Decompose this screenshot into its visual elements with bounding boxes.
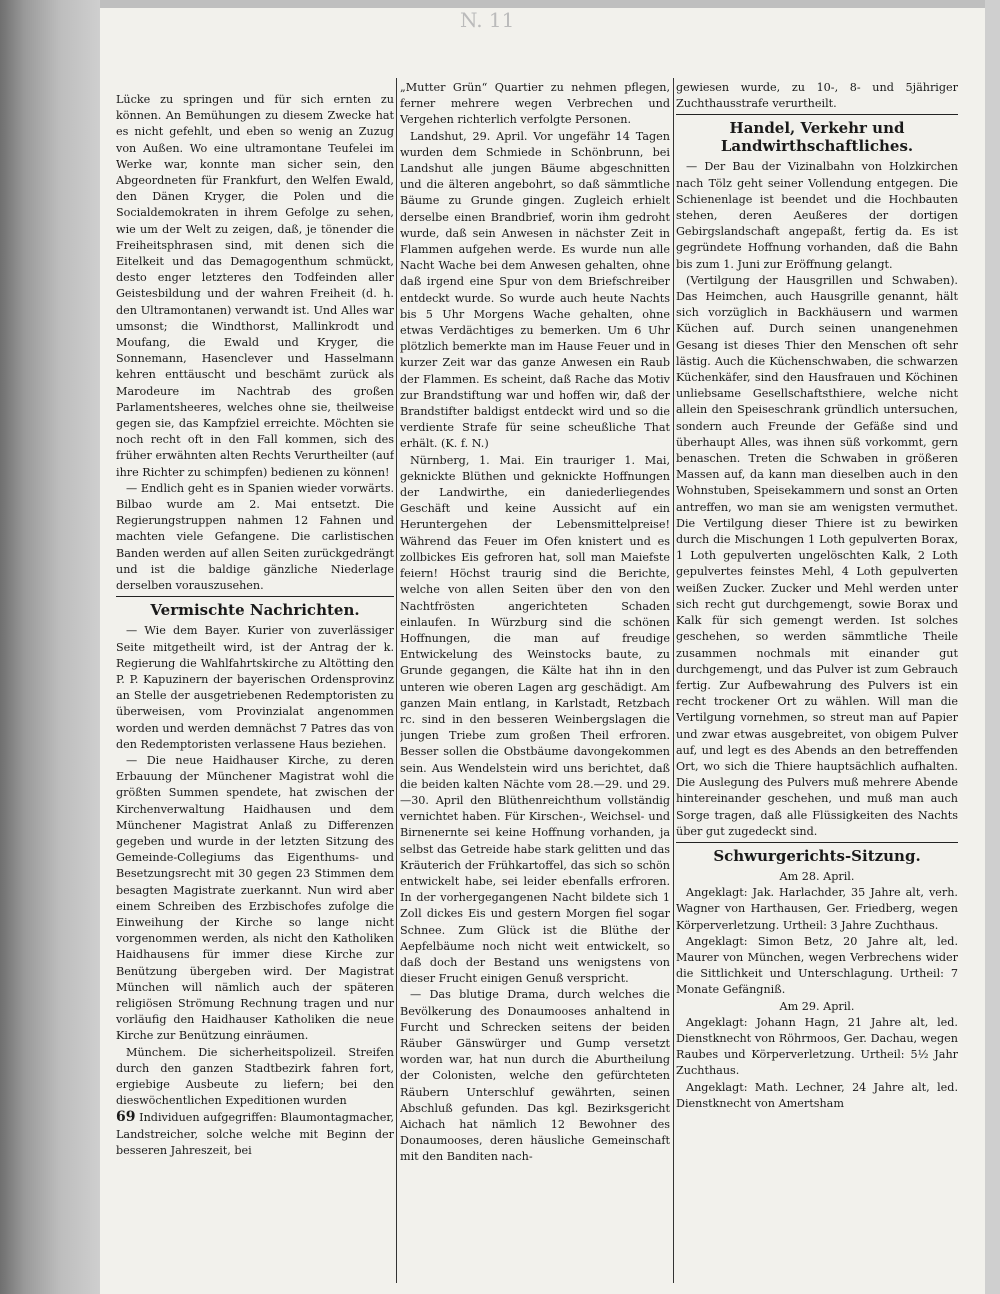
article-paragraph: „Mutter Grün“ Quartier zu nehmen pflegen, ferner mehrere wegen Verbrechen und Vergehen richterlich verfolgte Personen. — [400, 81, 670, 127]
article-paragraph: gewiesen wurde, zu 10-, 8- und 5jähriger Zuchthausstrafe verurtheilt. — [676, 81, 958, 111]
column-rule — [673, 78, 674, 1283]
section-rule — [676, 114, 958, 115]
article-paragraph: Lücke zu springen und für sich ernten zu können. An Bemühungen zu diesem Zwecke hat es nicht gefehlt, und eben so wenig an Zuzug von Außen. Wo eine ultramontane Teufelei im Werke war, konnte man sicher sein, den Abgeordneten für Frankfurt, den Welfen Ewald, den Dänen Kryger, die Polen und die Socialdemokraten in ihrem Gefolge zu sehen, wie um der Welt zu zeigen, daß, je tönender die Freiheitsphrasen sind, mit denen sich die Eitelkeit und das Demagogenthum schmückt, desto enger letzteres den Todfeinden aller Geistesbildung und der wahren Freiheit (d. h. den Ultramontanen) verwandt ist. Und Alles war umsonst; die Windthorst, Mallinkrodt und Moufang, die Ewald und Kryger, die Sonnemann, Hasenclever und Hasselmann kehren enttäuscht und beschämt zurück als Marodeure im Nachtrab des großen Parlamentsheeres, welches ohne sie, theilweise gegen sie, das Kampfziel erreichte. Möchten sie noch recht oft in den Fall kommen, sich des früher erwähnten alten Rechts Verurtheilter (auf ihre Richter zu schimpfen) bedienen zu können! — [116, 93, 394, 479]
court-case: Angeklagt: Simon Betz, 20 Jahre alt, led. Maurer von München, wegen Verbrechens wider die Sittlichkeit und Unterschlagung. Urtheil: 7 Monate Gefängniß. — [676, 934, 958, 997]
article-paragraph-end — [116, 1109, 394, 1159]
article-paragraph: — Endlich geht es in Spanien wieder vorwärts. Bilbao wurde am 2. Mai entsetzt. Die Regierungstruppen nahmen 12 Fahnen und machten viele Gefangene. Die carlistischen Banden werden auf allen Seiten zurückgedrängt und ist die baldige gänzliche Niederlage derselben vorauszusehen. — [116, 481, 394, 593]
section-rule — [116, 596, 394, 597]
article-paragraph: Münchem. Die sicherheitspolizeil. Streifen durch den ganzen Stadtbezirk fahren fort, ergiebige Ausbeute zu liefern; bei den dieswöchentlichen Expeditionen wurden — [116, 1045, 394, 1108]
section-heading: Schwurgerichts-Sitzung. — [713, 846, 921, 865]
session-date: Am 29. April. — [779, 999, 855, 1013]
column-rule — [396, 78, 397, 1283]
court-case: Angeklagt: Math. Lechner, 24 Jahre alt, led. Dienstknecht von Amertsham — [676, 1080, 958, 1110]
page-edge — [985, 0, 1000, 1294]
column-left — [116, 92, 394, 1292]
article-paragraph: — Wie dem Bayer. Kurier von zuverlässiger Seite mitgetheilt wird, ist der Antrag der k. Regierung die Wahlfahrtskirche zu Altötting den P. P. Kapuzinern der bayerischen Ordensprovinz an Stelle der ausgetriebenen Redemptoristen zu überweisen, vom Provinzialat angenommen worden und werden demnächst 7 Patres das von den Redemptoristen verlassene Haus beziehen. — [116, 624, 394, 751]
article-paragraph: — Das blutige Drama, durch welches die Bevölkerung des Donaumooses anhaltend in Furcht und Schrecken seitens der beiden Räuber Gänswürger und Gump versetzt worden war, hat nun durch die Aburtheilung der Colonisten, welche den gefürchteten Räubern Unterschluf gewährten, seinen Abschluß gefunden. Das kgl. Bezirksgericht Aichach hat nämlich 12 Bewohner des Donaumooses, deren häusliche Gemeinschaft mit den Banditen nach- — [400, 988, 670, 1164]
column-right — [676, 80, 958, 1280]
court-case: Angeklagt: Jak. Harlachder, 35 Jahre alt, verh. Wagner von Harthausen, Ger. Friedberg, wegen Körperverletzung. Urtheil: 3 Jahre Zuchthaus. — [676, 886, 958, 932]
session-date: Am 28. April. — [779, 869, 855, 883]
court-case: Angeklagt: Johann Hagn, 21 Jahre alt, led. Dienstknecht von Röhrmoos, Ger. Dachau, wegen Raubes und Körperverletzung. Urtheil: 5½ Jahr Zuchthaus. — [676, 1015, 958, 1078]
article-text: Individuen aufgegriffen: Blaumontagmacher, Landstreicher, solche welche mit Beginn der besseren Jahreszeit, bei — [116, 1111, 394, 1157]
section-rule — [676, 842, 958, 843]
folio-number: 69 — [116, 1109, 136, 1126]
section-heading: Handel, Verkehr und Landwirthschaftliches. — [720, 119, 914, 156]
section-heading: Vermischte Nachrichten. — [150, 601, 360, 620]
column-middle — [400, 80, 670, 1280]
article-paragraph: (Vertilgung der Hausgrillen und Schwaben). Das Heimchen, auch Hausgrille genannt, hält sich vorzüglich in Backhäusern und warmen Küchen auf. Durch seinen unangenehmen Gesang ist dieses Thier den Menschen oft sehr lästig. Auch die Küchenschwaben, die schwarzen Küchenkäfer, sind den Hausfrauen und Köchinen unliebsame Gesellschaftsthiere, welche nicht allein den Speiseschrank gründlich untersuchen, sondern auch Freunde der Gefäße sind und überhaupt Alles, was ihnen süß vorkommt, gern benaschen. Treten die Schwaben in größeren Massen auf, da kann man dieselben auch in den Wohnstuben, Speisekammern und sonst an Orten antreffen, wo man sie am wenigsten vermuthet. Die Vertilgung dieser Thiere ist zu bewirken durch die Mischungen 1 Loth gepulverten Borax, 1 Loth gepulverten ungelöschten Kalk, 2 Loth gepulvertes feinstes Mehl, 4 Loth gepulverten weißen Zucker. Zucker und Mehl werden unter sich recht gut durchgemengt, sowie Borax und Kalk für sich gemengt werden. Ist solches geschehen, so werden sämmtliche Theile zusammen nochmals mit einander gut durchgemengt, und das Pulver ist zum Gebrauch fertig. Zur Aufbewahrung des Pulvers ist ein recht trockener Ort zu wählen. Will man die Vertilgung vornehmen, so streut man auf Papier und zwar etwas ausgebreitet, von obigem Pulver auf, und legt es des Abends an den betreffenden Ort, wo sich die Thiere hauptsächlich aufhalten. Die Auslegung des Pulvers muß mehrere Abende hintereinander geschehen, und muß man auch Sorge tragen, daß alle Flüssigkeiten des Nachts über gut zugedeckt sind. — [676, 273, 958, 838]
article-paragraph: Landshut, 29. April. Vor ungefähr 14 Tagen wurden dem Schmiede in Schönbrunn, bei Landshut alle jungen Bäume abgeschnitten und die älteren angebohrt, so daß sämmtliche Bäume zu Grunde gingen. Zugleich erhielt derselbe einen Brandbrief, worin ihm gedroht wurde, daß sein Anwesen in nächster Zeit in Flammen aufgehen werde. Es wurde nun alle Nacht Wache bei dem Anwesen gehalten, ohne daß irgend eine Spur von dem Briefschreiber entdeckt wurde. So wurde auch heute Nachts bis 5 Uhr Morgens Wache gehalten, ohne etwas Verdächtiges zu bemerken. Um 6 Uhr plötzlich bemerkte man im Hause Feuer und in kurzer Zeit war das ganze Anwesen ein Raub der Flammen. Es scheint, daß Rache das Motiv zur Brandstiftung war und hoffen wir, daß der Brandstifter baldigst entdeckt wird und so die verdiente Strafe für seine scheußliche That erhält. (K. f. N.) — [400, 129, 670, 451]
article-paragraph: Nürnberg, 1. Mai. Ein trauriger 1. Mai, geknickte Blüthen und geknickte Hoffnungen der Landwirthe, ein daniederliegendes Geschäft und keine Aussicht auf ein Heruntergehen der Lebensmittelpreise! Während das Feuer im Ofen knistert und es zollbickes Eis gefroren hat, soll man Maiefste feiern! Höchst traurig sind die Berichte, welche von allen Seiten über den von den Nachtfrösten angerichteten Schaden einlaufen. In Würzburg sind die schönen Hoffnungen, die man auf freudige Entwickelung des Weinstocks baute, zu Grunde gegangen, die Kälte hat ihn in den unteren wie oberen Lagen arg geschädigt. Am ganzen Main entlang, in Karlstadt, Retzbach rc. sind in den besseren Weinbergslagen die jungen Triebe zum großen Theil erfroren. Besser sollen die Obstbäume davongekommen sein. Aus Wendelstein wird uns berichtet, daß die beiden kalten Nächte vom 28.—29. und 29.—30. April den Blüthenreichthum vollständig vernichtet haben. Für Kirschen-, Weichsel- und Birnenernte sei keine Hoffnung vorhanden, ja selbst das Getreide habe stark gelitten und das Kräuterich der Frühkartoffel, das sich so schön entwickelt habe, sei leider ebenfalls erfroren. In der vorhergegangenen Nacht bildete sich 1 Zoll dickes Eis und gestern Morgen fiel sogar Schnee. Zum Glück ist die Blüthe der Aepfelbäume noch nicht weit entwickelt, so daß doch der Bestand uns wenigstens von dieser Frucht einigen Genuß verspricht. — [400, 453, 670, 986]
header-fragment: N. 11 — [460, 8, 515, 32]
article-paragraph: — Die neue Haidhauser Kirche, zu deren Erbauung der Münchener Magistrat wohl die größten Summen spendete, hat zwischen der Kirchenverwaltung Haidhausen und dem Münchener Magistrat Anlaß zu Differenzen gegeben und wurde in der letzten Sitzung des Gemeinde-Collegiums das Eigenthums- und Besetzungsrecht mit 30 gegen 23 Stimmen dem besagten Magistrate zuerkannt. Nun wird aber einem Schreiben des Erzbischofes zufolge die Einweihung der Kirche so lange nicht vorgenommen werden, als nicht den Katholiken Haidhausens für immer diese Kirche zur Benützung übergeben wird. Der Magistrat München will nämlich auch der späteren religiösen Strömung Rechnung tragen und nur vorläufig den Haidhauser Katholiken die neue Kirche zur Benützung einräumen. — [116, 753, 394, 1043]
article-paragraph: — Der Bau der Vizinalbahn von Holzkirchen nach Tölz geht seiner Vollendung entgegen. Die Schienenlage ist beendet und die Hochbauten stehen, deren Aeußeres der dortigen Gebirgslandschaft angepaßt, fertig da. Es ist gegründete Hoffnung vorhanden, daß die Bahn bis zum 1. Juni zur Eröffnung gelangt. — [676, 160, 958, 271]
book-binding — [0, 0, 100, 1294]
